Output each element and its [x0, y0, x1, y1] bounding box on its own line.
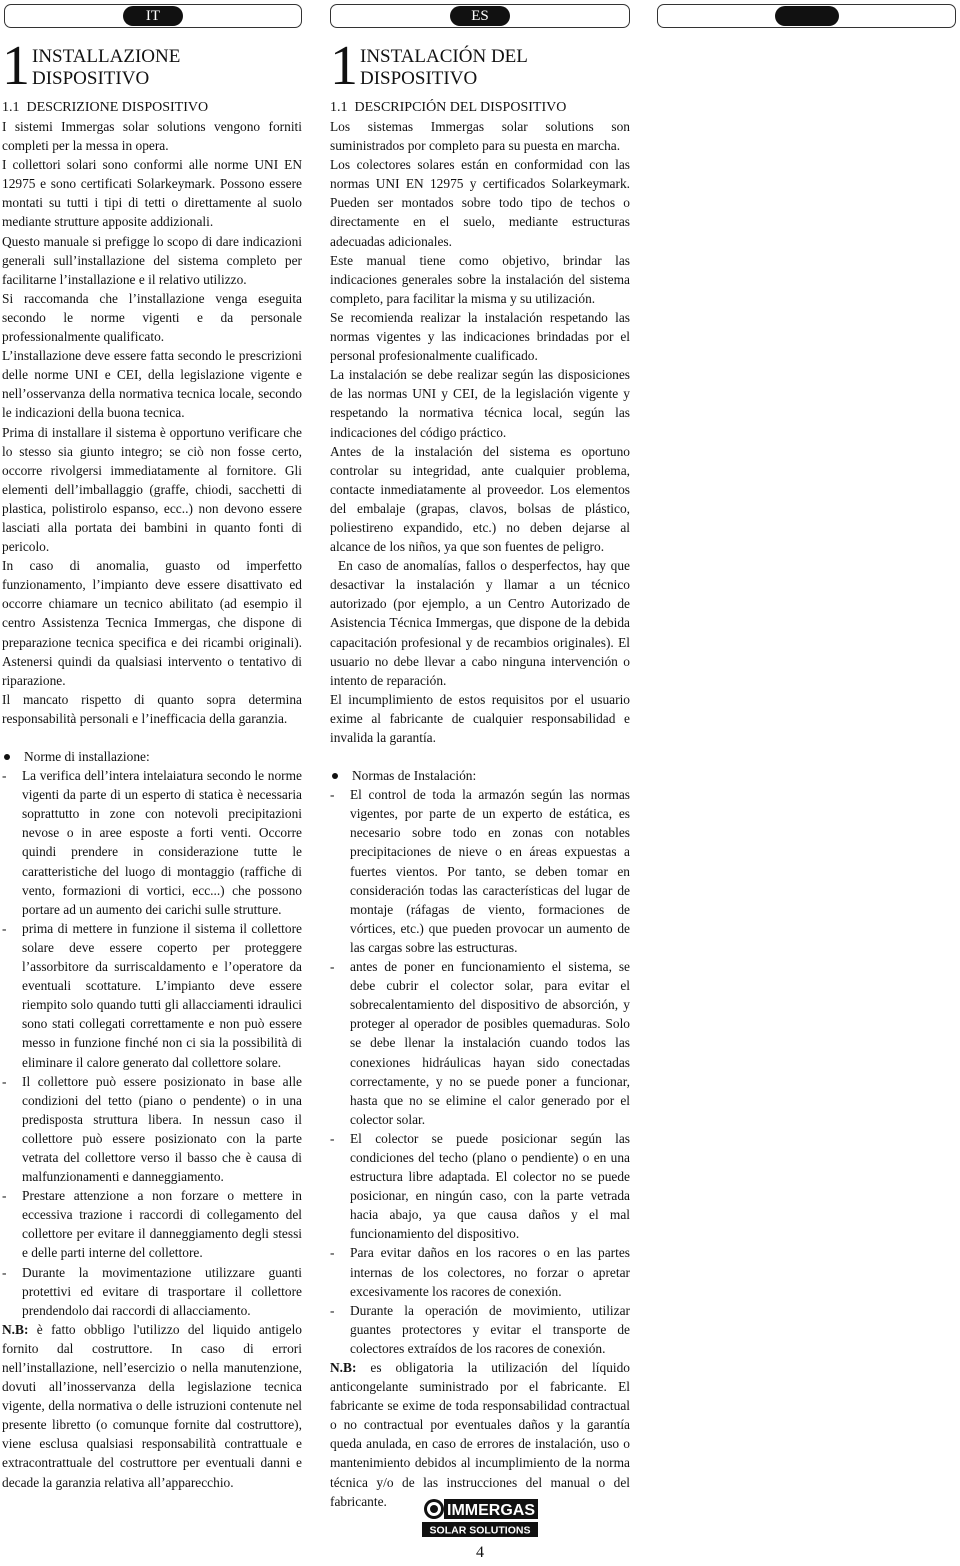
- list-item-it: - La verifica dell’intera intelaiatura secondo le norme vigenti da parte di un esperto di statica è necessaria soprattutto in zone con notevoli precipitazioni nevose o in aree esposte a forti venti. Occorre quindi prendere in considerazione tutte le caratteristiche del luogo di montaggio (raffiche di vento, formazioni di vortici, ecc...) che possono portare ad un aumento dei carichi sulle strutture.: [2, 766, 302, 919]
- paragraph-it: L’installazione deve essere fatta secondo le prescrizioni delle norme UNI e CEI, della legislazione vigente e nell’osservanza della normativa tecnica locale, secondo le indicazioni della buona tecnica.: [2, 348, 302, 421]
- logo-brand: IMMERGAS: [447, 1502, 535, 1519]
- tab-es-label: ES: [450, 6, 510, 26]
- list-item-it: - Prestare attenzione a non forzare o mettere in eccessiva trazione i raccordi di collegamento del collettore per evitare il danneggiamento degli stessi e delle parti interne del collettore.: [2, 1186, 302, 1262]
- note-es: [330, 1358, 630, 1511]
- section-title-es: DESCRIPCIÓN DEL DISPOSITIVO: [354, 100, 567, 115]
- section-heading-it: [2, 98, 302, 117]
- chapter-heading-es: [330, 35, 630, 97]
- section-heading-es: [330, 98, 630, 117]
- list-item-es: - antes de poner en funcionamiento el sistema, se debe cubrir el colector solar, para evitar el sobrecalentamiento del dispositivo de absorción, y proteger al operador de posibles quemaduras. Solo se debe llenar la instalación cuando todos las conexiones hidráulicas hayan sido conectadas correctamente, y no se puede poner a funcionar, hasta que no se elimine el calor generado por el colector solar.: [330, 957, 630, 1129]
- list-item-es: - Durante la operación de movimiento, utilizar guantes protectores y evitar el transporte de colectores extraídos de los racores de conexión.: [330, 1301, 630, 1358]
- paragraph-it: Il mancato rispetto di quanto sopra determina responsabilità personali e l’inefficacia della garanzia.: [2, 691, 302, 726]
- note-label-it: N.B:: [2, 1321, 29, 1337]
- tab-it[interactable]: [4, 4, 302, 28]
- tab-it-label: IT: [123, 6, 183, 26]
- chapter-heading-it: [2, 35, 302, 97]
- paragraph-it: I sistemi Immergas solar solutions vengono forniti completi per la messa in opera.: [2, 119, 302, 154]
- chapter-title-line1-it: INSTALLAZIONE: [32, 46, 181, 67]
- bullet-list-it: [2, 747, 302, 766]
- list-item-it: - Il collettore può essere posizionato in base alle condizioni del tetto (piano o pendente) o in una predisposta struttura libera. In nessun caso il collettore può essere posizionato con la parte vetrata del collettore verso il basso che è causa di malfunzionamenti e danneggiamento.: [2, 1072, 302, 1187]
- list-item-it: - prima di mettere in funzione il sistema il collettore solare deve essere coperto per proteggere l’assorbitore da surriscaldamento e l’operatore da eventuali scottature. L’impianto deve essere riempito solo quando tutti gli allacciamenti idraulici sono stati collegati correttamente e non può essere messo in funzione finché non ci sia la possibilità di eliminare il calore generato dal collettore solare.: [2, 919, 302, 1072]
- paragraph-it: I collettori solari sono conformi alle norme UNI EN 12975 e sono certificati Solarkeymark. Possono essere montati su tutti i tipi di tetti o direttamente al suolo mediante strutture apposite addizionali.: [2, 157, 302, 230]
- note-label-es: N.B:: [330, 1360, 357, 1375]
- section-number-es: 1.1: [330, 100, 348, 115]
- chapter-title-line1-es: INSTALACIÓN DEL: [360, 46, 528, 67]
- paragraph-es: La instalación se debe realizar según las disposiciones de las normas UNI y CEI, de la legislación vigente y respetando la normativa técnica local, según las indicaciones del código práctico.: [330, 367, 630, 440]
- note-text-it: è fatto obbligo l'utilizzo del liquido antigelo fornito dal costruttore. In caso di errori nell’installazione, nell’esercizio o nella manutenzione, dovuti all’inosservanza della legislazione tecnica vigente, della normativa o delle istruzioni contenute nel presente libretto (o comunque fornite dal costruttore), viene esclusa qualsiasi responsabilità contrattuale e extracontrattuale del costruttore per eventuali danni e decade la garanzia relativa all’apparecchio.: [2, 1321, 302, 1490]
- column-es: [330, 35, 630, 1511]
- bullet-item-es: Normas de Instalación:: [330, 766, 630, 785]
- paragraph-es: Los sistemas Immergas solar solutions son suministrados por completo para su puesta en marcha.: [330, 119, 630, 154]
- immergas-logo: [422, 1497, 538, 1539]
- list-item-es: - Para evitar daños en los racores o en las partes internas de los colectores, no forzar o apretar excesivamente los racores de conexión.: [330, 1243, 630, 1300]
- list-item-es: - El colector se puede posicionar según las condiciones del techo (plano o pendiente) o en una estructura libre adaptada. El colector no se puede posicionar, en ningún caso, con la parte vetrada hacia abajo, ya que causa daños y el mal funcionamiento del dispositivo.: [330, 1129, 630, 1244]
- chapter-number-es: 1: [330, 35, 358, 97]
- paragraph-es: Antes de la instalación del sistema es oportuno controlar su integridad, ante cualquier problema, contacte inmediatamente al proveedor. Los elementos del embalaje (grapas, clavos, bolsas de plástico, poliestireno expandido, etc.) no deben dejarse al alcance de los niños, ya que son fuentes de peligro.: [330, 443, 630, 555]
- tab-blank[interactable]: [657, 4, 956, 28]
- paragraph-es: En caso de anomalías, fallos o desperfectos, hay que desactivar la instalación y llamar a un técnico autorizado (por ejemplo, a un Centro Autorizado de Asistencia Técnica Immergas, que dispone de la debida capacitación profesional y de recambios originales). El usuario no debe llevar a cabo ninguna intervención o intento de reparación.: [330, 558, 630, 688]
- list-item-es: - El control de toda la armazón según las normas vigentes, por parte de un experto de estática, es necesario sobre todo en zonas con notables precipitaciones de nieve o en áreas expuestas a fuertes vientos. Por tanto, se deben tomar en consideración todas las características del lugar de montaje (ráfagas de viento, formaciones de vórtices, etc.) que pueden provocar un aumento de las cargas sobre las estructuras.: [330, 785, 630, 957]
- paragraph-it: In caso di anomalia, guasto od imperfetto funzionamento, l’impianto deve essere disattivato ed occorre chiamare un tecnico abilitato (ad esempio il centro Assistenza Tecnica Immergas, che dispone di preparazione tecnica specifica e dei ricambi originali). Astenersi quindi da qualsiasi intervento o tentativo di riparazione.: [2, 558, 302, 688]
- dash-list-es: [330, 785, 630, 1358]
- logo-tagline: SOLAR SOLUTIONS: [429, 1524, 531, 1537]
- note-text-es: es obligatoria la utilización del líquido anticongelante suministrado por el fabricante. El fabricante se exime de toda responsabilidad contractual o no contractual por eventuales daños y la garantía queda anulada, en caso de errores de instalación, uso o mantenimiento debidos al incumplimiento de la norma técnica y/o de las instrucciones del manual o del fabricante.: [330, 1360, 630, 1509]
- tab-es[interactable]: [330, 4, 630, 28]
- paragraph-es: Se recomienda realizar la instalación respetando las normas vigentes y las indicaciones brindadas por el personal profesionalmente cualificado.: [330, 309, 630, 364]
- paragraph-es: El incumplimiento de estos requisitos por el usuario exime al fabricante de cualquier responsabilidad e invalida la garantía.: [330, 691, 630, 745]
- paragraph-it: Questo manuale si prefigge lo scopo di dare indicazioni generali sull’installazione del sistema completo per facilitarne l’installazione e il relativo utilizzo.: [2, 233, 302, 287]
- paragraph-it: Prima di installare il sistema è opportuno verificare che lo stesso sia giunto integro; se ciò non fosse certo, occorre rivolgersi immediatamente al fornitore. Gli elementi dell’imballaggio (graffe, chiodi, sacchetti di plastica, polistirolo espanso, ecc..) non devono essere lasciati alla portata dei bambini in quanto fonti di pericolo.: [2, 424, 302, 555]
- page-number: 4: [476, 1544, 484, 1561]
- tab-blank-label: [775, 6, 839, 26]
- chapter-title-line2-es: DISPOSITIVO: [360, 68, 478, 89]
- section-number-it: 1.1: [2, 100, 20, 115]
- paragraph-it: Si raccomanda che l’installazione venga eseguita secondo le norme vigenti e da personale professionalmente qualificato.: [2, 290, 302, 345]
- chapter-number-it: 1: [2, 35, 30, 97]
- note-it: [2, 1320, 302, 1492]
- section-title-it: DESCRIZIONE DISPOSITIVO: [26, 100, 209, 115]
- column-it: [2, 35, 302, 1492]
- bullet-item-it: Norme di installazione:: [2, 747, 302, 766]
- paragraph-es: Este manual tiene como objetivo, brindar las indicaciones generales sobre la instalación del sistema completo, para facilitar la misma y su utilización.: [330, 252, 630, 306]
- list-item-it: - Durante la movimentazione utilizzare guanti protettivi ed evitare di trasportare il collettore prendendolo dai raccordi di allacciamento.: [2, 1263, 302, 1320]
- dash-list-it: [2, 766, 302, 1320]
- paragraph-es: Los colectores solares están en conformidad con las normas UNI EN 12975 y certificados Solarkeymark. Pueden ser montados sobre todo tipo de techos o directamente en el suelo, mediante estructuras adecuadas adicionales.: [330, 157, 630, 249]
- chapter-title-line2-it: DISPOSITIVO: [32, 68, 150, 89]
- bullet-list-es: [330, 766, 630, 785]
